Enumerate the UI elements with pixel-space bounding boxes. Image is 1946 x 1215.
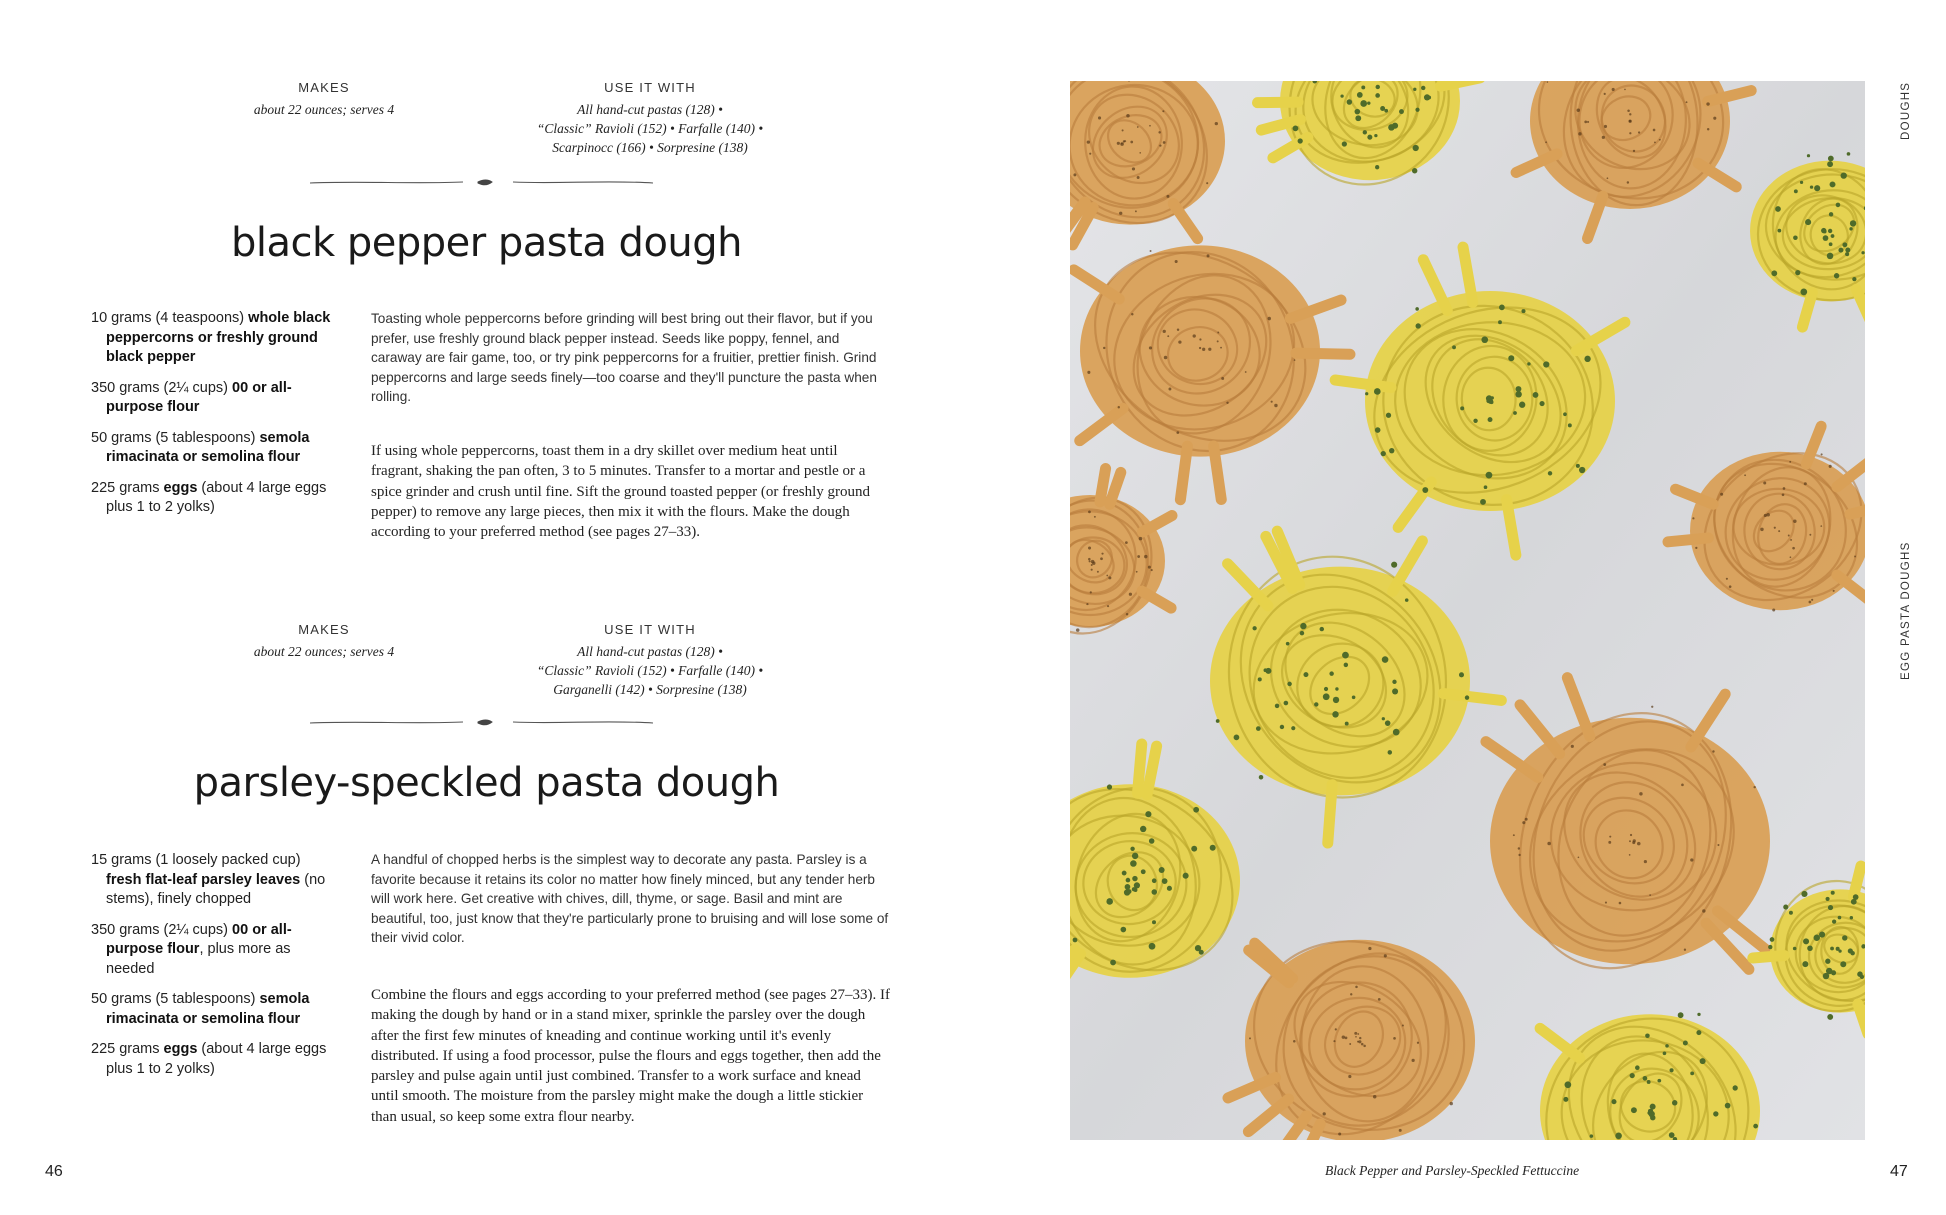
- makes-block: [224, 80, 424, 119]
- ingredient-item: 225 grams eggs (about 4 large eggs plus 1 to 2 yolks): [91, 479, 327, 515]
- photo-caption: Black Pepper and Parsley-Speckled Fettuccine: [1325, 1163, 1580, 1178]
- use-it-with-line: Scarpinocc (166) • Sorpresine (138): [552, 140, 748, 155]
- makes-label: MAKES: [298, 80, 350, 95]
- section-tab: DOUGHS: [1900, 81, 1912, 140]
- recipe-title: parsley-speckled pasta dough: [193, 760, 780, 806]
- use-it-with-line: All hand-cut pastas (128) •: [577, 102, 723, 117]
- recipe-intro: Toasting whole peppercorns before grinding will best bring out their flavor, but if you prefer, use freshly ground black pepper instead. Seeds like poppy, fennel, and caraway are fair game, too, or try pink peppercorns for a fruitier, prettier finish. Grind peppercorns and large seeds finely—too coarse and they'll puncture the pasta when rolling.: [371, 311, 877, 405]
- makes-label: MAKES: [298, 622, 350, 637]
- use-it-with-line: “Classic” Ravioli (152) • Farfalle (140) •: [536, 663, 764, 678]
- ingredient-list: [91, 309, 331, 529]
- page-number: 47: [1890, 1163, 1908, 1180]
- recipe-method: Combine the flours and eggs according to your preferred method (see pages 27–33). If making the dough by hand or in a stand mixer, sprinkle the parsley over the dough after the first few minutes of kneading and continue working until it's evenly distributed. If using a food processor, pulse the flours and eggs together, then add the parsley and pulse again until just combined. Transfer to a work surface and knead until smooth. The moisture from the parsley might make the dough a little stickier than usual, so keep some extra flour nearby.: [371, 987, 891, 1125]
- recipe-method: If using whole peppercorns, toast them in a dry skillet over medium heat until fragrant, shaking the pan often, 3 to 5 minutes. Transfer to a mortar and pestle or a spice grinder and crush until fine. Sift the ground toasted pepper (or freshly ground pepper) to remove any large pieces, then mix it with the flours. Make the dough according to your preferred method (see pages 27–33).: [371, 443, 871, 541]
- recipe-intro: A handful of chopped herbs is the simplest way to decorate any pasta. Parsley is a favorite because it retains its color no matter how finely minced, but any tender herb will work here. Get creative with chives, dill, thyme, or sage. Basil and mint are beautiful, too, just know that they're particularly prone to bruising and will lose some of their vivid color.: [371, 852, 889, 946]
- ornamental-divider: [308, 712, 658, 732]
- makes-value: about 22 ounces; serves 4: [253, 644, 395, 659]
- pasta-nests-illustration: [1070, 81, 1865, 1140]
- ingredient-item: 350 grams (2¼ cups) 00 or all-purpose flour: [91, 379, 292, 415]
- use-it-with-block: [500, 80, 800, 157]
- ingredient-item: 350 grams (2¼ cups) 00 or all-purpose flour, plus more as needed: [91, 921, 292, 977]
- ingredient-item: 10 grams (4 teaspoons) whole black peppercorns or freshly ground black pepper: [91, 310, 331, 365]
- use-it-with-line: All hand-cut pastas (128) •: [577, 644, 723, 659]
- ingredient-item: 50 grams (5 tablespoons) semola rimacinata or semolina flour: [91, 429, 310, 465]
- ingredient-item: 225 grams eggs (about 4 large eggs plus 1 to 2 yolks): [91, 1041, 327, 1077]
- ingredient-item: 50 grams (5 tablespoons) semola rimacinata or semolina flour: [91, 991, 310, 1027]
- use-it-with-label: USE IT WITH: [604, 80, 696, 95]
- page-number: 46: [45, 1163, 63, 1180]
- use-it-with-block: [500, 622, 800, 699]
- makes-block: [224, 622, 424, 661]
- ingredient-list: [91, 851, 331, 1090]
- fettuccine-photo: [1070, 81, 1865, 1140]
- ingredient-item: 15 grams (1 loosely packed cup) fresh flat-leaf parsley leaves (no stems), finely chopped: [91, 852, 326, 907]
- makes-value: about 22 ounces; serves 4: [253, 102, 395, 117]
- ornamental-divider: [308, 172, 658, 192]
- use-it-with-label: USE IT WITH: [604, 622, 696, 637]
- use-it-with-line: Garganelli (142) • Sorpresine (138): [553, 682, 747, 697]
- use-it-with-line: “Classic” Ravioli (152) • Farfalle (140) •: [536, 121, 764, 136]
- subsection-tab: EGG PASTA DOUGHS: [1900, 541, 1912, 680]
- recipe-title: black pepper pasta dough: [230, 220, 743, 266]
